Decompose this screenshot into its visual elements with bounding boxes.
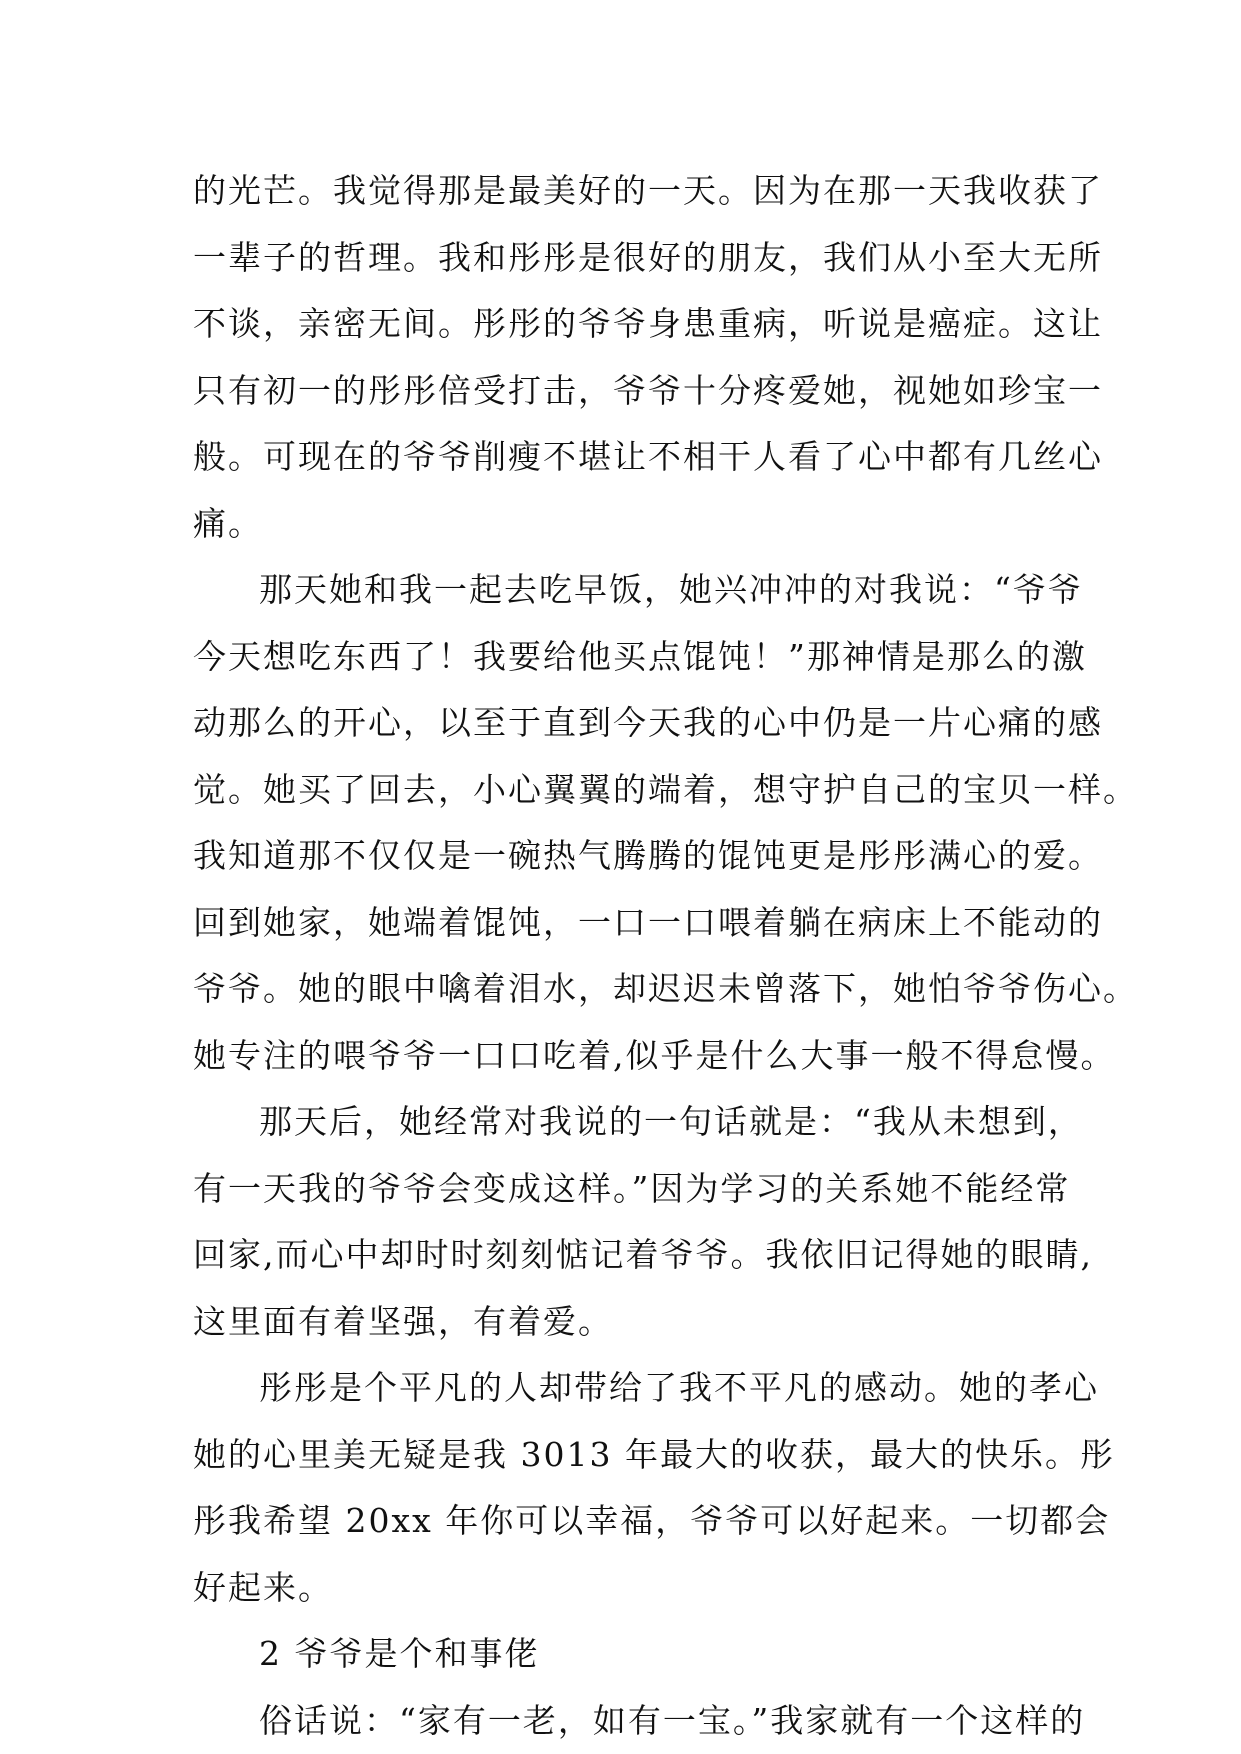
text-line: 这里面有着坚强，有着爱。 — [193, 1301, 613, 1341]
text-line: 我知道那不仅仅是一碗热气腾腾的馄饨更是彤彤满心的爱。 — [193, 836, 1103, 875]
paragraph-start-line: 那天后，她经常对我说的一句话就是：“我从未想到， — [259, 1102, 1083, 1141]
paragraph-start-line: 俗话说：“家有一老，如有一宝。”我家就有一个这样的 — [259, 1700, 1086, 1740]
body-text — [193, 158, 1138, 1754]
text-line: 觉。她买了回去，小心翼翼的端着，想守护自己的宝贝一样。 — [193, 769, 1138, 809]
text-line: 爷爷。她的眼中噙着泪水，却迟迟未曾落下，她怕爷爷伤心。 — [193, 969, 1138, 1008]
text-line: 般。可现在的爷爷削瘦不堪让不相干人看了心中都有几丝心 — [193, 437, 1103, 476]
text-line: 彤我希望 20xx 年你可以幸福，爷爷可以好起来。一切都会 — [193, 1501, 1111, 1540]
text-line: 回到她家，她端着馄饨，一口一口喂着躺在病床上不能动的 — [193, 902, 1103, 942]
text-line: 好起来。 — [193, 1567, 333, 1607]
text-line: 的光芒。我觉得那是最美好的一天。因为在那一天我收获了 — [193, 171, 1103, 210]
text-line: 今天想吃东西了！我要给他买点馄饨！”那神情是那么的激 — [193, 636, 1087, 676]
text-line: 只有初一的彤彤倍受打击，爷爷十分疼爱她，视她如珍宝一 — [193, 370, 1103, 410]
text-line: 动那么的开心，以至于直到今天我的心中仍是一片心痛的感 — [193, 703, 1103, 742]
text-line: 她的心里美无疑是我 3013 年最大的收获，最大的快乐。彤 — [193, 1434, 1115, 1474]
text-line: 一辈子的哲理。我和彤彤是很好的朋友，我们从小至大无所 — [193, 237, 1103, 277]
section-heading: 2 爷爷是个和事佬 — [259, 1634, 540, 1673]
text-line: 痛。 — [193, 503, 263, 543]
paragraph-start-line: 那天她和我一起去吃早饭，她兴冲冲的对我说：“爷爷 — [259, 570, 1083, 609]
text-line: 有一天我的爷爷会变成这样。”因为学习的关系她不能经常 — [193, 1168, 1071, 1208]
text-line: 回家,而心中却时时刻刻惦记着爷爷。我依旧记得她的眼睛, — [193, 1235, 1093, 1274]
text-line: 不谈，亲密无间。彤彤的爷爷身患重病，听说是癌症。这让 — [193, 304, 1103, 343]
text-line: 她专注的喂爷爷一口口吃着,似乎是什么大事一般不得怠慢。 — [193, 1035, 1116, 1075]
paragraph-start-line: 彤彤是个平凡的人却带给了我不平凡的感动。她的孝心 — [259, 1368, 1099, 1407]
